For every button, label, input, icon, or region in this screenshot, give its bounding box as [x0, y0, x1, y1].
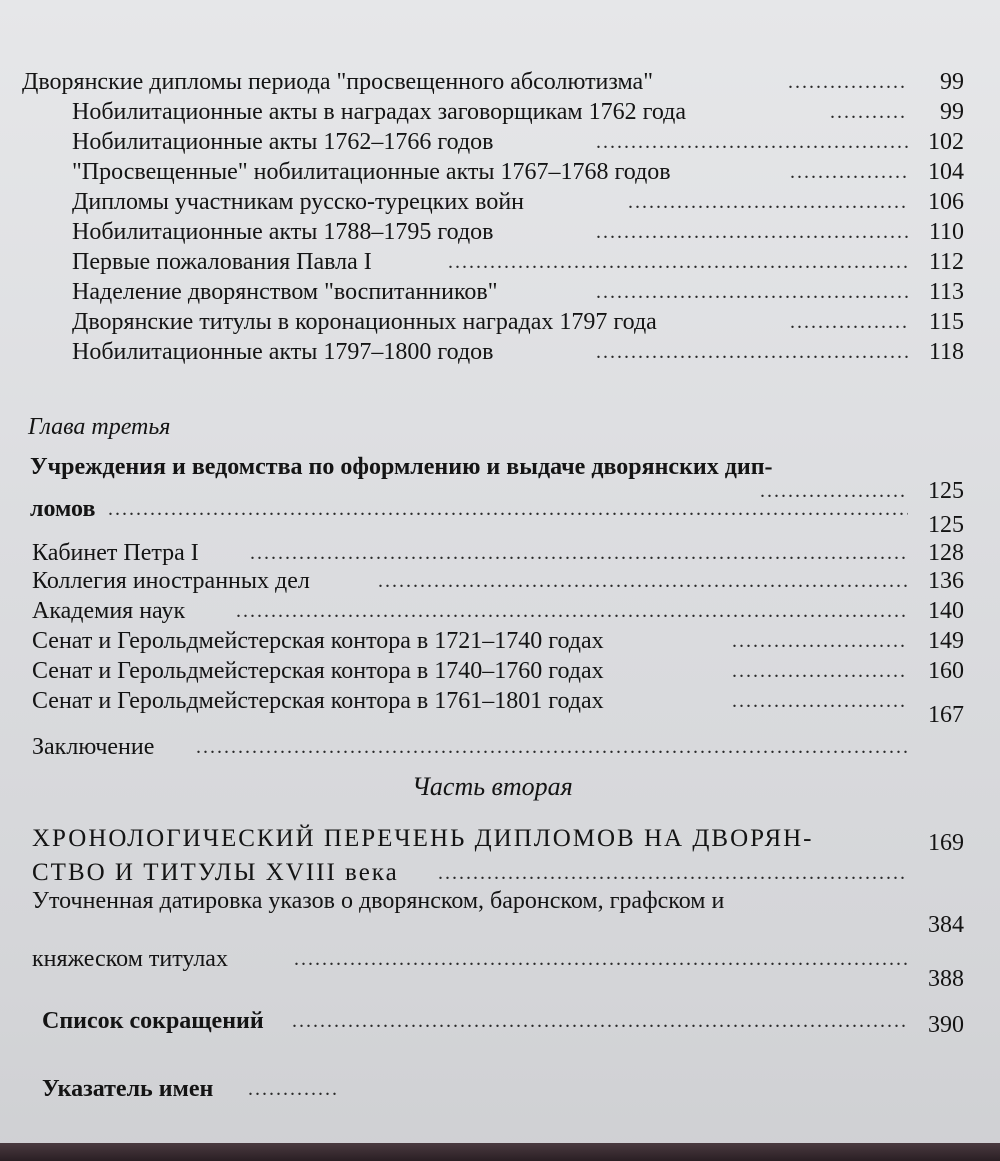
toc-leader-dots: [448, 247, 908, 277]
toc-entry: [0, 127, 1000, 157]
toc-page-number: 125: [928, 512, 964, 538]
toc-title: Коллегия иностранных дел: [32, 568, 310, 594]
toc-title: "Просвещенные" нобилитационные акты 1767–1768 годов: [72, 159, 671, 185]
toc-title: ХРОНОЛОГИЧЕСКИЙ ПЕРЕЧЕНЬ ДИПЛОМОВ НА ДВОРЯН-: [32, 825, 814, 852]
toc-title: Заключение: [32, 734, 155, 760]
toc-leader-dots: [378, 566, 908, 596]
toc-page-number: 106: [928, 189, 964, 215]
toc-title: Сенат и Герольдмейстерская контора в 1740–1760 годах: [32, 658, 604, 684]
chapter-label: Глава третья: [28, 414, 171, 440]
toc-title: Кабинет Петра I: [32, 540, 199, 566]
toc-title: ломов: [30, 496, 96, 522]
part-label: Часть вторая: [412, 772, 573, 801]
toc-leader-dots: [196, 732, 908, 762]
toc-title: Нобилитационные акты в наградах заговорщикам 1762 года: [72, 99, 687, 125]
toc-entry: [0, 656, 1000, 686]
part2-title-line2: [0, 858, 1000, 888]
toc-page-number: 110: [928, 219, 964, 245]
toc-page-number: 115: [928, 309, 964, 335]
toc-leader-dots: [596, 337, 908, 367]
toc-page-number: 99: [940, 69, 964, 95]
toc-leader-dots: [732, 626, 908, 656]
toc-entry: [0, 337, 1000, 367]
toc-title: Наделение дворянством "воспитанников": [72, 279, 498, 305]
toc-title: Нобилитационные акты 1788–1795 годов: [72, 219, 494, 245]
abbrev-page: [0, 964, 1000, 994]
toc-title: Учреждения и ведомства по оформлению и выдаче дворянских дип-: [30, 454, 773, 480]
toc-entry: [0, 187, 1000, 217]
toc-title: Первые пожалования Павла I: [72, 249, 372, 275]
toc-page-number: 112: [928, 249, 964, 275]
toc-title: княжеском титулах: [32, 946, 228, 972]
toc-leader-dots: [788, 67, 908, 97]
toc-leader-dots: [250, 538, 908, 568]
toc-page-number: 136: [928, 568, 964, 594]
toc-entry: [0, 247, 1000, 277]
toc-leader-dots: [830, 97, 908, 127]
toc-page-number: 102: [928, 129, 964, 155]
toc-entry-index: [0, 1074, 1000, 1104]
toc-page-number: 113: [928, 279, 964, 305]
toc-title: Указатель имен: [42, 1076, 214, 1102]
toc-page-number: 390: [928, 1012, 964, 1038]
toc-title: Уточненная датировка указов о дворянском, баронском, графском и: [32, 888, 725, 914]
toc-page-number: 388: [928, 966, 964, 992]
toc-entry-conclusion: [0, 732, 1000, 762]
toc-title: Сенат и Герольдмейстерская контора в 1761–1801 годах: [32, 688, 604, 714]
toc-title: Нобилитационные акты 1762–1766 годов: [72, 129, 494, 155]
toc-page-number: 125: [928, 478, 964, 504]
toc-title: Дипломы участникам русско-турецких войн: [72, 189, 525, 215]
toc-leader-dots: [596, 127, 908, 157]
toc-page-number: 149: [928, 628, 964, 654]
toc-entry-page-167: [0, 700, 1000, 730]
toc-page-number: 128: [928, 540, 964, 566]
toc-page-number: 99: [940, 99, 964, 125]
toc-leader-dots: [628, 187, 908, 217]
toc-page-number: 118: [928, 339, 964, 365]
toc-entry: [0, 157, 1000, 187]
toc-title: Нобилитационные акты 1797–1800 годов: [72, 339, 494, 365]
toc-leader-dots: [248, 1074, 338, 1104]
toc-entry: [0, 596, 1000, 626]
toc-title: Академия наук: [32, 598, 186, 624]
part2-page: [0, 828, 1000, 858]
toc-leader-dots: [596, 277, 908, 307]
toc-title: Дворянские титулы в коронационных наградах 1797 года: [72, 309, 657, 335]
toc-leader-dots: [790, 307, 908, 337]
toc-entry: [0, 538, 1000, 568]
dating-page: [0, 910, 1000, 940]
toc-page-number: 167: [928, 702, 964, 728]
index-page: [0, 1010, 1000, 1040]
toc-entry: [0, 277, 1000, 307]
toc-entry: [0, 307, 1000, 337]
toc-title: Сенат и Герольдмейстерская контора в 1721–1740 годах: [32, 628, 604, 654]
toc-leader-dots: [236, 596, 908, 626]
toc-title: СТВО И ТИТУЛЫ XVIII века: [32, 859, 399, 886]
toc-entry: [0, 626, 1000, 656]
toc-page-number: 169: [928, 830, 964, 856]
toc-title: Дворянские дипломы периода "просвещенного абсолютизма": [22, 69, 654, 95]
page-bottom-edge: [0, 1143, 1000, 1161]
toc-entry: [0, 566, 1000, 596]
toc-page-number: 104: [928, 159, 964, 185]
toc-leader-dots: [596, 217, 908, 247]
toc-page-number: 384: [928, 912, 964, 938]
toc-title: Список сокращений: [42, 1008, 264, 1034]
toc-leader-dots: [790, 157, 908, 187]
toc-page-number: 140: [928, 598, 964, 624]
toc-entry: [0, 217, 1000, 247]
toc-entry: [0, 97, 1000, 127]
toc-page-number: 160: [928, 658, 964, 684]
toc-entry: [0, 510, 1000, 540]
toc-leader-dots: [438, 858, 908, 888]
toc-entry-section1: [0, 67, 1000, 97]
toc-leader-dots: [732, 656, 908, 686]
